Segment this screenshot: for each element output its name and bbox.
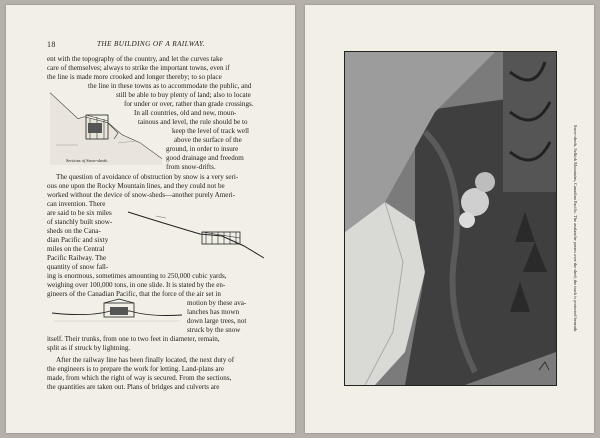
text-line: gineers of the Canadian Pacific, that the force of the air set in	[47, 290, 221, 298]
text-line: keep the level of track well	[172, 127, 250, 135]
text-line: tainous and level, the rule should be to	[138, 118, 248, 126]
left-page	[6, 5, 295, 433]
text-line: weighing over 100,000 tons, in one slide. It is stated by the en-	[47, 281, 226, 289]
right-page	[305, 5, 594, 433]
text-line: good drainage and freedom	[166, 154, 244, 162]
text-line: the engineers is to prepare the work for letting. Land-plans are	[47, 365, 225, 373]
text-line: worked without the device of snow-sheds—another purely Ameri-	[47, 191, 236, 199]
text-line: for under or over, rather than grade crossings.	[124, 100, 254, 108]
snow-shed-slope-figure	[126, 210, 266, 262]
text-line: still be able to buy plenty of land; also to locate	[116, 91, 251, 99]
text-line: are said to be six miles	[47, 209, 112, 217]
text-line: lanches has mown	[187, 308, 240, 316]
plate-caption: Snow-sheds, Selkirk Mountains, Canadian Pacific. The avalanche passes over the shed; the track is protected beneath.	[573, 125, 578, 333]
text-line: ground, in order to insure	[166, 145, 239, 153]
text-line: The question of avoidance of obstruction by snow is a very seri-	[56, 173, 239, 181]
text-line: ous one upon the Rocky Mountain lines, and they could not be	[47, 182, 225, 190]
engraving-plate	[344, 51, 557, 386]
figure-caption: Sections of Snow-sheds.	[66, 158, 109, 163]
text-line: itself. Their trunks, from one to two feet in diameter, remain,	[47, 335, 220, 343]
text-line: split as if struck by lightning.	[47, 344, 131, 352]
text-line: ing is enormous, sometimes amounting to 250,000 cubic yards,	[47, 272, 227, 280]
text-line: dian Pacific and sixty	[47, 236, 109, 244]
text-line: sheds on the Cana-	[47, 227, 101, 235]
text-line: the line in these towns as to accommodate the public, and	[88, 82, 252, 90]
text-line: motion by these ava-	[187, 299, 247, 307]
text-line: of stanchly built snow-	[47, 218, 113, 226]
text-line: struck by the snow	[187, 326, 241, 334]
text-line: down large trees, not	[187, 317, 247, 325]
engraving-illustration	[345, 52, 556, 385]
text-line: In all countries, old and new, moun-	[134, 109, 237, 117]
text-line: care of themselves; always to strike the important towns, even if	[47, 64, 230, 72]
text-line: can invention. There	[47, 200, 106, 208]
text-line: made, from which the right of way is secured. From the sections,	[47, 374, 232, 382]
text-line: above the surface of the	[174, 136, 242, 144]
text-line: from snow-drifts.	[166, 163, 216, 171]
text-line: quantity of snow fall-	[47, 263, 109, 271]
snow-shed-section-figure	[48, 89, 166, 165]
page-number: 18	[47, 40, 56, 49]
text-line: After the railway line has been finally located, the next duty of	[56, 356, 235, 364]
snow-shed-track-figure	[50, 297, 184, 327]
text-line: the quantities are taken out. Plans of bridges and culverts are	[47, 383, 220, 391]
text-line: Pacific Railway. The	[47, 254, 107, 262]
text-line: miles on the Central	[47, 245, 105, 253]
text-line: ent with the topography of the country, and let the curves take	[47, 55, 223, 63]
text-line: the line is made more crooked and longer thereby; to so place	[47, 73, 222, 81]
running-title: THE BUILDING OF A RAILWAY.	[97, 40, 205, 48]
